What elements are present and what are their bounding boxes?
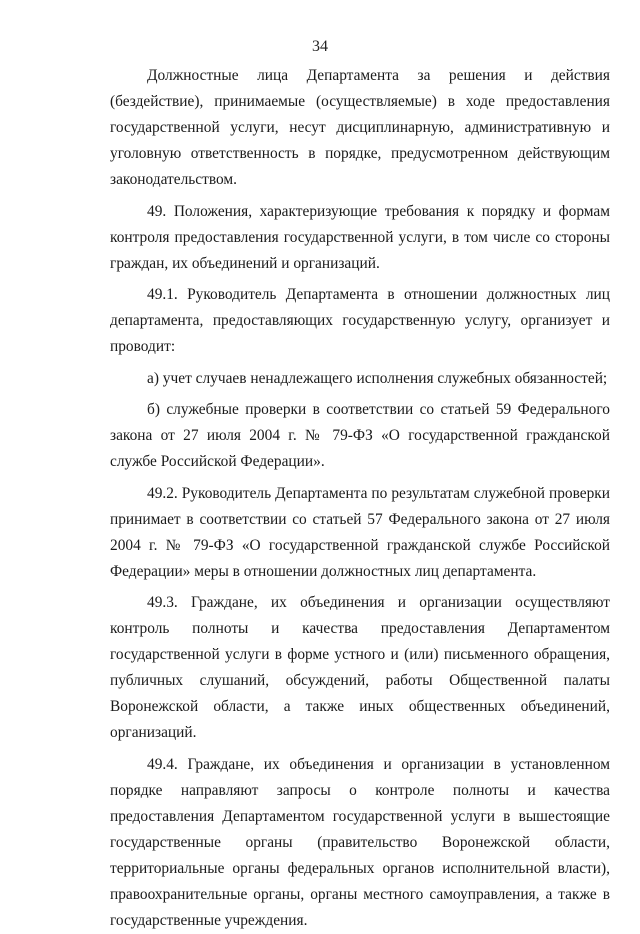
paragraph-49-1: 49.1. Руководитель Департамента в отношении должностных лиц департамента, предоставляющих государственную услугу, организует и проводит: [110, 286, 610, 355]
paragraph-49-2: 49.2. Руководитель Департамента по результатам служебной проверки принимает в соответствии со статьей 57 Федерального закона от 27 июля 2004 г. № 79-ФЗ «О государственной гражданской службе Российской Федерации» меры в отношении должностных лиц департамента. [110, 484, 610, 580]
paragraph-49-1-a: а) учет случаев ненадлежащего исполнения служебных обязанностей; [147, 369, 608, 387]
page-number: 34 [312, 38, 328, 55]
paragraph-49-4: 49.4. Граждане, их объединения и организации в установленном порядке направляют запросы о контроле полноты и качества предоставления Департаментом государственной услуги в вышестоящие государственные органы (правительство Воронежской области, территориальные органы федеральных органов исполнительной власти), правоохранительные органы, органы местного самоуправления, а также в государственные учреждения. [110, 755, 610, 929]
paragraph-49-1-b: б) служебные проверки в соответствии со статьей 59 Федерального закона от 27 июля 2004 г. № 79-ФЗ «О государственной гражданской службе Российской Федерации». [110, 401, 610, 470]
document-body [110, 63, 610, 934]
paragraph-responsibility: Должностные лица Департамента за решения и действия (бездействие), принимаемые (осуществляемые) в ходе предоставления государственной услуги, несут дисциплинарную, административную и уголовную ответственность в порядке, предусмотренном действующим законодательством. [110, 67, 610, 188]
paragraph-49-3: 49.3. Граждане, их объединения и организации осуществляют контроль полноты и качества предоставления Департаментом государственной услуги в форме устного и (или) письменного обращения, публичных слушаний, обсуждений, работы Общественной палаты Воронежской области, а также иных общественных объединений, организаций. [110, 594, 610, 741]
paragraph-49: 49. Положения, характеризующие требования к порядку и формам контроля предоставления государственной услуги, в том числе со стороны граждан, их объединений и организаций. [110, 202, 610, 272]
